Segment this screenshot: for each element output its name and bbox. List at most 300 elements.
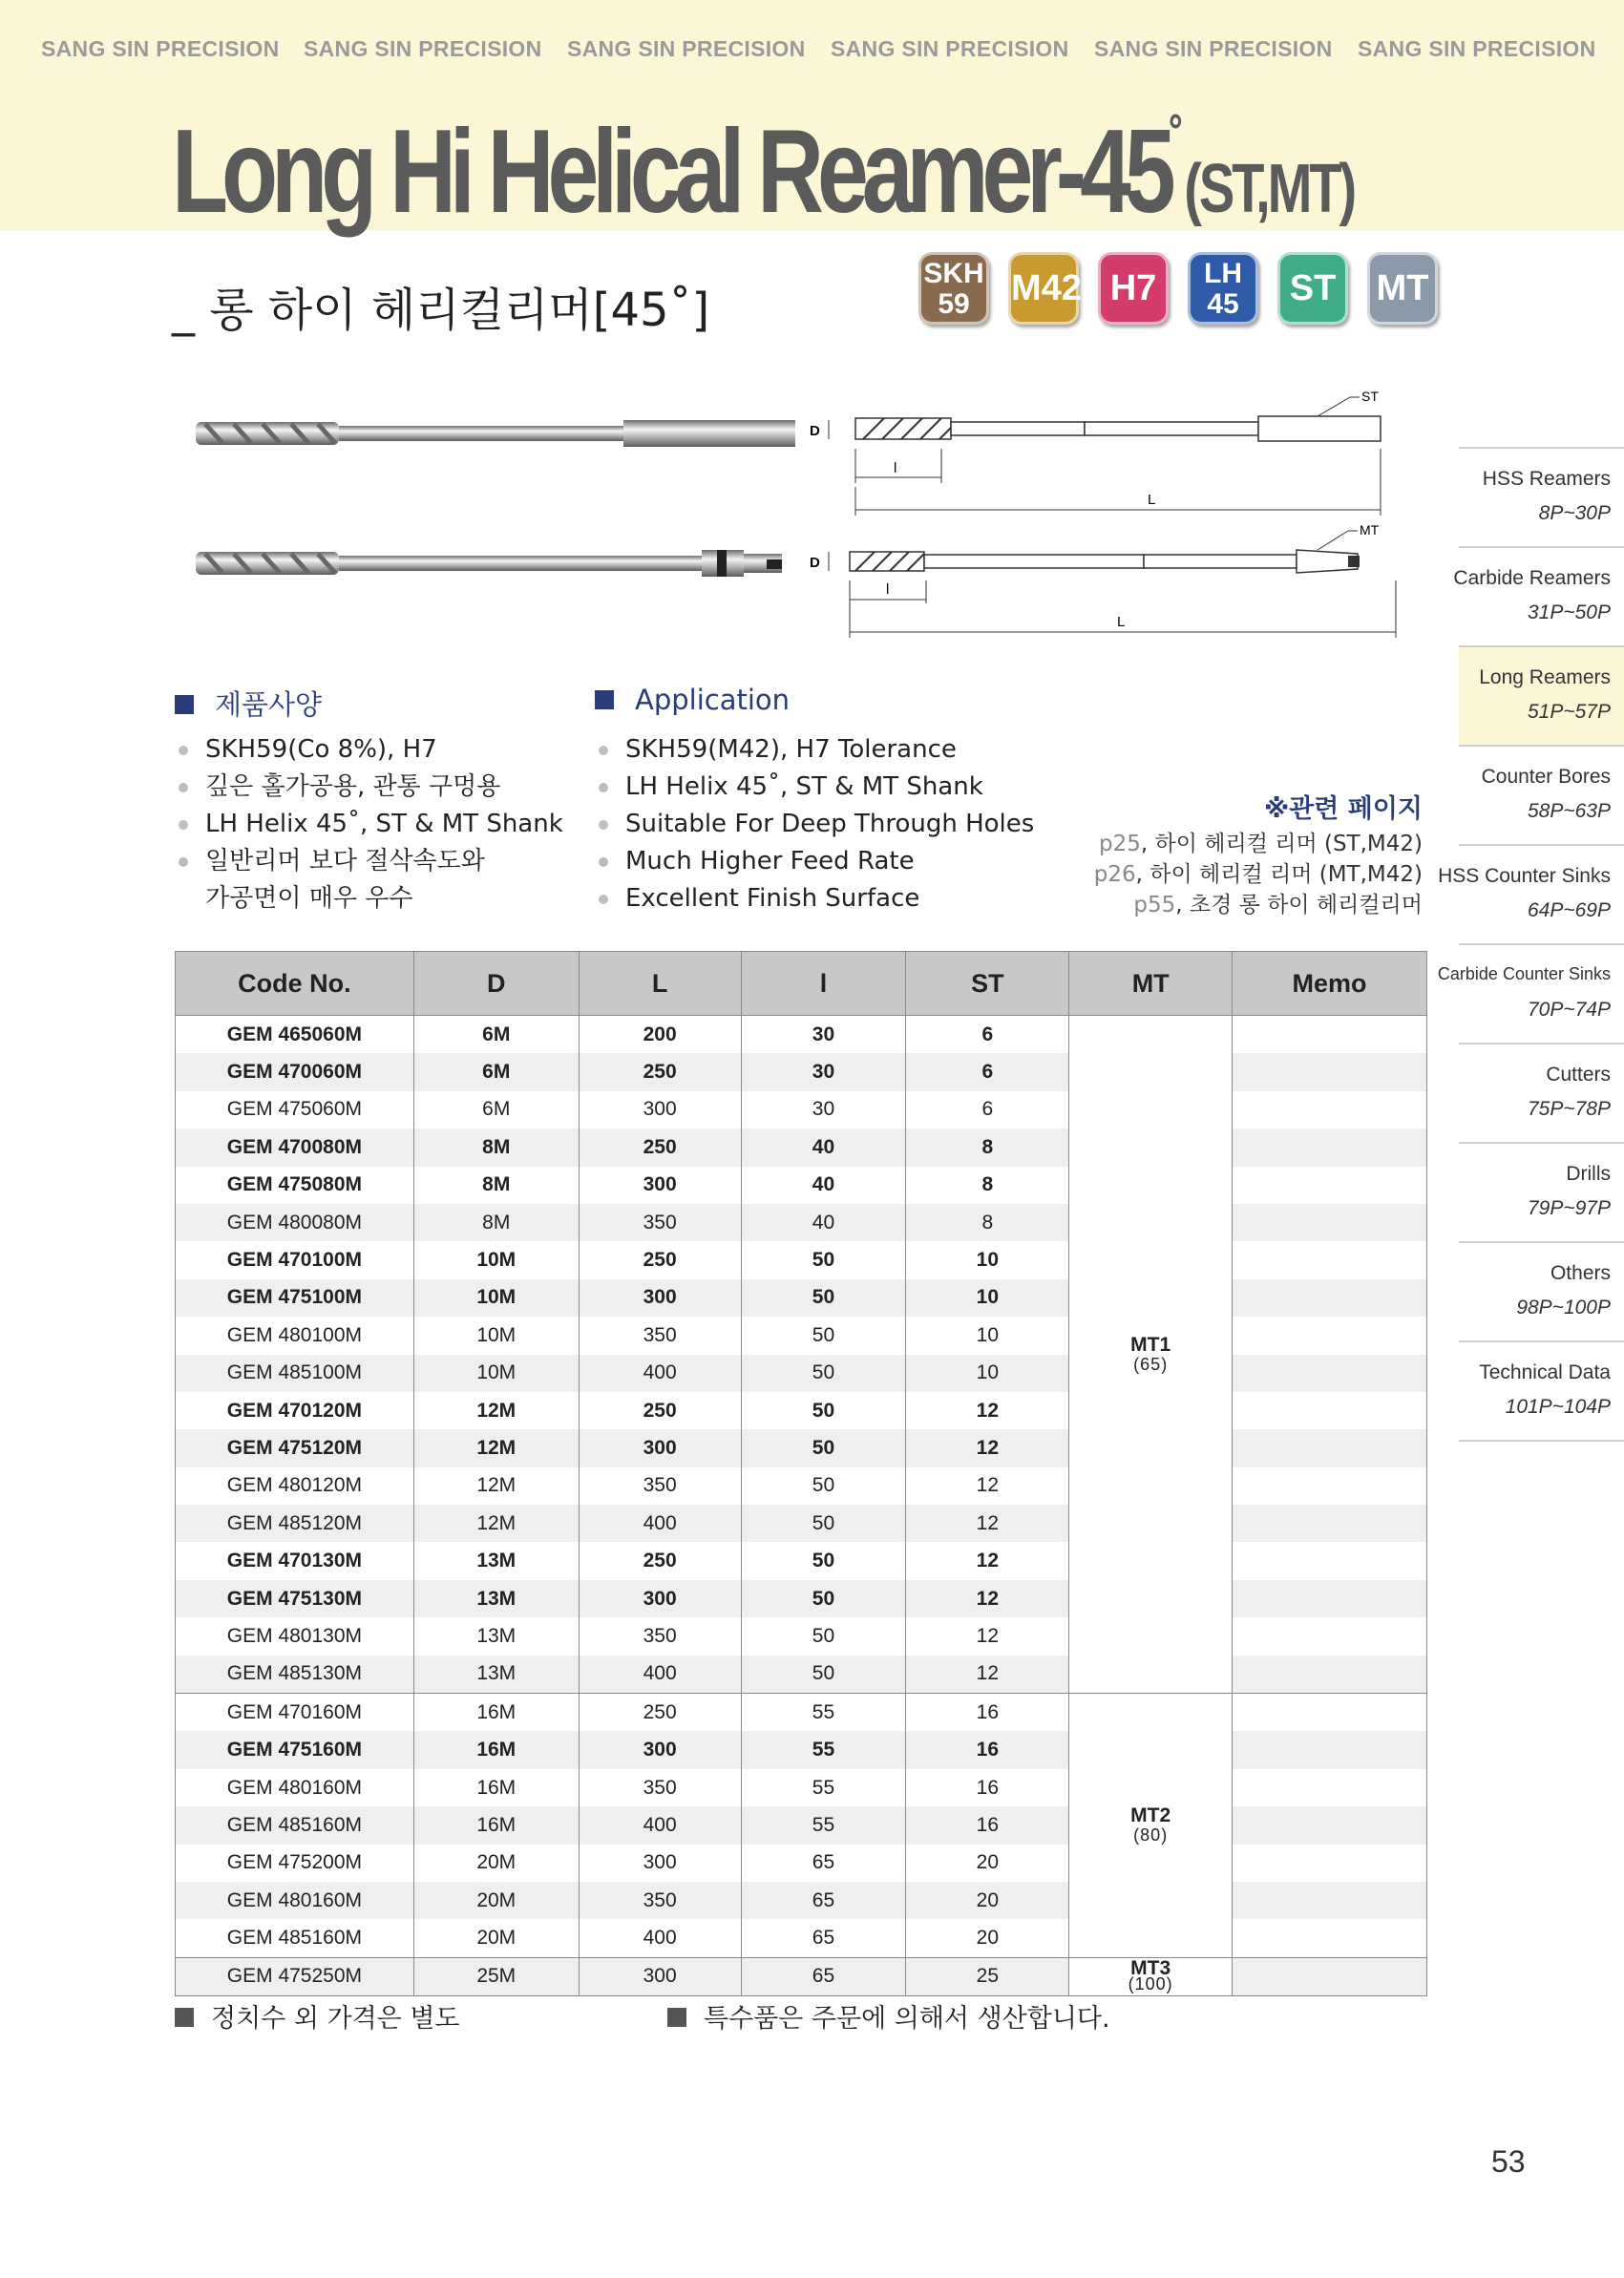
cell-memo — [1233, 1542, 1427, 1579]
cell-code: GEM 470100M — [176, 1241, 414, 1278]
nav-pages: 75P~78P — [1528, 1098, 1611, 1120]
cell-L: 400 — [579, 1806, 741, 1844]
title-degree: ˚ — [1169, 109, 1185, 173]
nav-item-counter-bores[interactable] — [1459, 745, 1624, 844]
table-row — [176, 1505, 1427, 1542]
cell-memo — [1233, 1317, 1427, 1354]
cell-l: 65 — [741, 1882, 906, 1919]
cell-st: 12 — [906, 1617, 1069, 1655]
square-bullet-icon — [667, 2008, 686, 2027]
list-item: Suitable For Deep Through Holes — [595, 806, 1034, 843]
cell-L: 350 — [579, 1769, 741, 1806]
cell-L: 350 — [579, 1467, 741, 1505]
cell-L: 250 — [579, 1694, 741, 1732]
cell-d: 25M — [413, 1957, 579, 1995]
cell-st: 6 — [906, 1053, 1069, 1090]
nav-item-drills[interactable] — [1459, 1142, 1624, 1241]
badge-line: MT — [1376, 268, 1429, 308]
cell-d: 10M — [413, 1279, 579, 1317]
nav-item-technical-data[interactable] — [1459, 1340, 1624, 1440]
mt-label: MT1 — [1130, 1333, 1171, 1356]
nav-label: HSS Counter Sinks — [1438, 865, 1611, 887]
cell-d: 8M — [413, 1167, 579, 1204]
cell-memo — [1233, 1204, 1427, 1241]
korean-subtitle: _ 롱 하이 헤리컬리머[45˚] — [172, 284, 710, 337]
cell-code: GEM 470060M — [176, 1053, 414, 1090]
nav-item-hss-reamers[interactable] — [1459, 447, 1624, 546]
header-d: D — [413, 952, 579, 1016]
cell-l: 50 — [741, 1392, 906, 1429]
table-row — [176, 1845, 1427, 1882]
nav-label: HSS Reamers — [1482, 468, 1611, 490]
cell-memo — [1233, 1957, 1427, 1995]
cell-st: 12 — [906, 1429, 1069, 1466]
brand-text: SANG SIN PRECISION — [1358, 36, 1596, 61]
header-memo: Memo — [1233, 952, 1427, 1016]
square-bullet-icon — [175, 695, 194, 714]
related-line — [1094, 859, 1423, 890]
cell-L: 250 — [579, 1128, 741, 1166]
side-navigation — [1437, 447, 1624, 1442]
cell-memo — [1233, 1467, 1427, 1505]
related-line — [1094, 890, 1423, 920]
nav-label: Cutters — [1546, 1064, 1611, 1086]
specs-heading — [175, 684, 322, 723]
nav-pages: 31P~50P — [1528, 601, 1611, 623]
cell-l: 55 — [741, 1694, 906, 1732]
cell-l: 65 — [741, 1919, 906, 1957]
nav-item-cutters[interactable] — [1459, 1043, 1624, 1142]
header-L: L — [579, 952, 741, 1016]
table-row — [176, 1467, 1427, 1505]
related-pages — [1094, 791, 1423, 920]
list-item: Excellent Finish Surface — [595, 880, 1034, 918]
cell-memo — [1233, 1845, 1427, 1882]
nav-label: Carbide Counter Sinks — [1437, 964, 1611, 983]
cell-st: 12 — [906, 1467, 1069, 1505]
list-item: SKH59(M42), H7 Tolerance — [595, 731, 1034, 769]
cell-code: GEM 475130M — [176, 1580, 414, 1617]
badge-line: 59 — [938, 288, 970, 320]
badge-mt — [1367, 252, 1438, 325]
cell-L: 300 — [579, 1957, 741, 1995]
price-note — [175, 1997, 460, 2035]
cell-l: 55 — [741, 1731, 906, 1768]
table-row — [176, 1167, 1427, 1204]
related-text: , 초경 롱 하이 헤리컬리머 — [1175, 893, 1423, 918]
cell-st: 8 — [906, 1128, 1069, 1166]
list-item: LH Helix 45˚, ST & MT Shank — [595, 769, 1034, 806]
list-item: 가공면이 매우 우수 — [205, 884, 413, 913]
cell-code: GEM 465060M — [176, 1016, 414, 1054]
badge-line: ST — [1289, 268, 1337, 308]
header-code: Code No. — [176, 952, 414, 1016]
cell-code: GEM 480130M — [176, 1617, 414, 1655]
dim-label-d: D — [810, 555, 820, 571]
cell-st: 12 — [906, 1542, 1069, 1579]
cell-d: 20M — [413, 1919, 579, 1957]
cell-l: 50 — [741, 1279, 906, 1317]
title-main: Long Hi Helical Reamer-45 — [172, 106, 1170, 238]
cell-l: 55 — [741, 1806, 906, 1844]
mt-label: MT3 — [1130, 1957, 1171, 1980]
reamer-mt-photo — [196, 542, 797, 586]
list-item: 일반리머 보다 절삭속도와 — [175, 843, 563, 880]
nav-pages: 70P~74P — [1528, 999, 1611, 1021]
cell-code: GEM 480080M — [176, 1204, 414, 1241]
cell-memo — [1233, 1016, 1427, 1054]
cell-d: 13M — [413, 1656, 579, 1694]
page-title — [172, 106, 1355, 238]
cell-memo — [1233, 1656, 1427, 1694]
cell-code: GEM 485160M — [176, 1806, 414, 1844]
cell-st: 20 — [906, 1882, 1069, 1919]
cell-d: 16M — [413, 1731, 579, 1768]
cell-code: GEM 485120M — [176, 1505, 414, 1542]
cell-L: 300 — [579, 1845, 741, 1882]
cell-st: 20 — [906, 1919, 1069, 1957]
cell-L: 200 — [579, 1016, 741, 1054]
cell-l: 40 — [741, 1128, 906, 1166]
brand-text: SANG SIN PRECISION — [1094, 36, 1333, 61]
cell-st: 16 — [906, 1806, 1069, 1844]
cell-l: 50 — [741, 1467, 906, 1505]
cell-code: GEM 480100M — [176, 1317, 414, 1354]
table-row — [176, 1694, 1427, 1732]
brand-text: SANG SIN PRECISION — [567, 36, 806, 61]
cell-d: 13M — [413, 1617, 579, 1655]
cell-st: 16 — [906, 1731, 1069, 1768]
note-text: 특수품은 주문에 의해서 생산합니다. — [704, 2004, 1110, 2034]
cell-L: 300 — [579, 1580, 741, 1617]
cell-l: 50 — [741, 1617, 906, 1655]
cell-l: 30 — [741, 1016, 906, 1054]
nav-label: Long Reamers — [1479, 666, 1611, 688]
cell-code: GEM 480160M — [176, 1882, 414, 1919]
brand-text: SANG SIN PRECISION — [304, 36, 542, 61]
cell-st: 25 — [906, 1957, 1069, 1995]
dim-label-L: L — [1148, 492, 1156, 508]
title-suffix: (ST,MT) — [1184, 151, 1355, 227]
cell-d: 16M — [413, 1806, 579, 1844]
specs-list — [175, 731, 563, 918]
cell-st: 10 — [906, 1355, 1069, 1392]
cell-L: 350 — [579, 1204, 741, 1241]
table-row — [176, 1957, 1427, 1995]
nav-label: Others — [1550, 1262, 1611, 1284]
cell-d: 10M — [413, 1355, 579, 1392]
mt-taper-size: (100) — [1128, 1974, 1173, 1994]
cell-l: 30 — [741, 1091, 906, 1128]
related-page-num: p55 — [1133, 893, 1176, 918]
related-page-num: p26 — [1093, 862, 1136, 887]
cell-memo — [1233, 1167, 1427, 1204]
square-bullet-icon — [595, 690, 614, 709]
cell-l: 50 — [741, 1542, 906, 1579]
cell-L: 250 — [579, 1392, 741, 1429]
nav-pages: 101P~104P — [1505, 1396, 1611, 1418]
cell-d: 8M — [413, 1128, 579, 1166]
cell-L: 250 — [579, 1241, 741, 1278]
cell-code: GEM 475100M — [176, 1279, 414, 1317]
related-text: , 하이 헤리컬 리머 (MT,M42) — [1135, 862, 1423, 887]
table-row — [176, 1617, 1427, 1655]
table-row — [176, 1053, 1427, 1090]
cell-L: 350 — [579, 1317, 741, 1354]
list-item: Much Higher Feed Rate — [595, 843, 1034, 880]
cell-code: GEM 485100M — [176, 1355, 414, 1392]
cell-memo — [1233, 1053, 1427, 1090]
table-row — [176, 1128, 1427, 1166]
dim-label-l: l — [886, 581, 890, 598]
application-list — [595, 731, 1034, 918]
technical-drawing — [802, 382, 1413, 649]
badge-line: M42 — [1011, 268, 1082, 308]
badge-line: SKH — [923, 258, 984, 289]
cell-memo — [1233, 1392, 1427, 1429]
cell-d: 12M — [413, 1429, 579, 1466]
table-row — [176, 1241, 1427, 1278]
nav-label: Drills — [1566, 1163, 1611, 1185]
cell-l: 40 — [741, 1167, 906, 1204]
cell-d: 16M — [413, 1694, 579, 1732]
cell-d: 6M — [413, 1091, 579, 1128]
cell-st: 12 — [906, 1505, 1069, 1542]
cell-code: GEM 470160M — [176, 1694, 414, 1732]
table-row — [176, 1542, 1427, 1579]
table-header-row — [176, 952, 1427, 1016]
cell-d: 6M — [413, 1016, 579, 1054]
mt-taper-size: (65) — [1133, 1354, 1169, 1374]
cell-code: GEM 480160M — [176, 1769, 414, 1806]
header-st: ST — [906, 952, 1069, 1016]
cell-memo — [1233, 1429, 1427, 1466]
cell-l: 50 — [741, 1355, 906, 1392]
list-item: SKH59(Co 8%), H7 — [175, 731, 563, 769]
cell-d: 12M — [413, 1467, 579, 1505]
table-row — [176, 1016, 1427, 1054]
cell-st: 12 — [906, 1580, 1069, 1617]
nav-item-long-reamers[interactable] — [1459, 645, 1624, 745]
table-row — [176, 1429, 1427, 1466]
cell-d: 20M — [413, 1882, 579, 1919]
cell-memo — [1233, 1355, 1427, 1392]
cell-d: 8M — [413, 1204, 579, 1241]
cell-l: 50 — [741, 1505, 906, 1542]
nav-item-hss-counter-sinks[interactable] — [1438, 844, 1624, 943]
cell-d: 13M — [413, 1542, 579, 1579]
list-item: LH Helix 45˚, ST & MT Shank — [175, 806, 563, 843]
square-bullet-icon — [175, 2008, 194, 2027]
cell-l: 50 — [741, 1241, 906, 1278]
badge-lh45 — [1188, 252, 1258, 325]
cell-memo — [1233, 1128, 1427, 1166]
cell-L: 300 — [579, 1279, 741, 1317]
note-text: 정치수 외 가격은 별도 — [211, 2004, 460, 2034]
table-row — [176, 1580, 1427, 1617]
cell-L: 400 — [579, 1919, 741, 1957]
table-row — [176, 1731, 1427, 1768]
table-row — [176, 1806, 1427, 1844]
cell-st: 16 — [906, 1694, 1069, 1732]
badge-m42 — [1008, 252, 1082, 325]
cell-st: 8 — [906, 1167, 1069, 1204]
cell-st: 12 — [906, 1392, 1069, 1429]
nav-pages: 79P~97P — [1528, 1197, 1611, 1219]
cell-L: 300 — [579, 1429, 741, 1466]
cell-L: 300 — [579, 1091, 741, 1128]
specs-heading-text: 제품사양 — [215, 688, 323, 721]
cell-memo — [1233, 1505, 1427, 1542]
nav-item-others[interactable] — [1459, 1241, 1624, 1340]
cell-mt — [1069, 1016, 1233, 1694]
cell-memo — [1233, 1617, 1427, 1655]
list-item: 깊은 홀가공용, 관통 구멍용 — [175, 769, 563, 806]
nav-pages: 64P~69P — [1528, 899, 1611, 921]
cell-st: 20 — [906, 1845, 1069, 1882]
cell-L: 250 — [579, 1053, 741, 1090]
cell-l: 55 — [741, 1769, 906, 1806]
cell-code: GEM 470120M — [176, 1392, 414, 1429]
cell-l: 50 — [741, 1429, 906, 1466]
cell-L: 300 — [579, 1731, 741, 1768]
application-heading — [595, 684, 790, 716]
cell-memo — [1233, 1580, 1427, 1617]
cell-mt — [1069, 1694, 1233, 1958]
cell-memo — [1233, 1694, 1427, 1732]
cell-memo — [1233, 1882, 1427, 1919]
cell-code: GEM 485160M — [176, 1919, 414, 1957]
cell-code: GEM 480120M — [176, 1467, 414, 1505]
cell-code: GEM 475250M — [176, 1957, 414, 1995]
cell-code: GEM 475080M — [176, 1167, 414, 1204]
reamer-st-photo — [196, 411, 797, 458]
dim-label-d: D — [810, 423, 820, 439]
cell-code: GEM 485130M — [176, 1656, 414, 1694]
cell-code: GEM 475160M — [176, 1731, 414, 1768]
cell-d: 13M — [413, 1580, 579, 1617]
nav-divider — [1459, 1440, 1624, 1442]
cell-code: GEM 470080M — [176, 1128, 414, 1166]
table-row — [176, 1882, 1427, 1919]
table-row — [176, 1919, 1427, 1957]
table-row — [176, 1091, 1427, 1128]
cell-d: 10M — [413, 1317, 579, 1354]
mt-taper-size: (80) — [1133, 1825, 1169, 1845]
cell-st: 6 — [906, 1091, 1069, 1128]
dim-label-L: L — [1117, 614, 1126, 630]
cell-st: 8 — [906, 1204, 1069, 1241]
cell-l: 50 — [741, 1656, 906, 1694]
cell-l: 50 — [741, 1317, 906, 1354]
nav-label: Counter Bores — [1481, 766, 1611, 788]
dim-label-mt: MT — [1360, 522, 1380, 538]
cell-l: 50 — [741, 1580, 906, 1617]
nav-label: Technical Data — [1479, 1361, 1611, 1383]
spec-table — [175, 951, 1427, 1996]
cell-d: 12M — [413, 1505, 579, 1542]
cell-l: 30 — [741, 1053, 906, 1090]
cell-d: 6M — [413, 1053, 579, 1090]
cell-st: 12 — [906, 1656, 1069, 1694]
table-row — [176, 1769, 1427, 1806]
table-row — [176, 1355, 1427, 1392]
cell-L: 400 — [579, 1505, 741, 1542]
application-heading-text: Application — [635, 684, 791, 716]
brand-row — [0, 36, 1624, 69]
table-row — [176, 1317, 1427, 1354]
cell-code: GEM 475200M — [176, 1845, 414, 1882]
nav-item-carbide-reamers[interactable] — [1453, 546, 1624, 645]
dim-label-st: ST — [1361, 389, 1379, 404]
cell-d: 20M — [413, 1845, 579, 1882]
cell-st: 10 — [906, 1317, 1069, 1354]
cell-l: 65 — [741, 1957, 906, 1995]
table-row — [176, 1656, 1427, 1694]
badge-line: H7 — [1109, 268, 1157, 308]
table-row — [176, 1392, 1427, 1429]
badge-line: 45 — [1207, 288, 1239, 320]
cell-memo — [1233, 1279, 1427, 1317]
badge-st — [1277, 252, 1348, 325]
cell-d: 16M — [413, 1769, 579, 1806]
cell-st: 10 — [906, 1279, 1069, 1317]
cell-l: 40 — [741, 1204, 906, 1241]
cell-code: GEM 475060M — [176, 1091, 414, 1128]
nav-pages: 51P~57P — [1528, 701, 1611, 723]
related-heading: ※관련 페이지 — [1263, 794, 1423, 824]
cell-L: 400 — [579, 1355, 741, 1392]
table-row — [176, 1204, 1427, 1241]
related-text: , 하이 헤리컬 리머 (ST,M42) — [1140, 832, 1423, 856]
cell-st: 6 — [906, 1016, 1069, 1054]
nav-pages: 98P~100P — [1516, 1297, 1611, 1318]
cell-L: 350 — [579, 1882, 741, 1919]
cell-L: 250 — [579, 1542, 741, 1579]
badge-line: LH — [1204, 258, 1242, 289]
cell-code: GEM 475120M — [176, 1429, 414, 1466]
badge-skh59 — [918, 252, 989, 325]
nav-pages: 8P~30P — [1538, 502, 1611, 524]
cell-L: 400 — [579, 1656, 741, 1694]
cell-st: 10 — [906, 1241, 1069, 1278]
cell-mt — [1069, 1957, 1233, 1995]
cell-d: 12M — [413, 1392, 579, 1429]
cell-memo — [1233, 1731, 1427, 1768]
cell-memo — [1233, 1091, 1427, 1128]
cell-memo — [1233, 1769, 1427, 1806]
cell-memo — [1233, 1241, 1427, 1278]
cell-st: 16 — [906, 1769, 1069, 1806]
table-row — [176, 1279, 1427, 1317]
related-page-num: p25 — [1099, 832, 1141, 856]
badge-h7 — [1098, 252, 1169, 325]
cell-memo — [1233, 1919, 1427, 1957]
brand-text: SANG SIN PRECISION — [831, 36, 1069, 61]
mt-label: MT2 — [1130, 1803, 1171, 1826]
cell-memo — [1233, 1806, 1427, 1844]
cell-code: GEM 470130M — [176, 1542, 414, 1579]
related-line — [1094, 829, 1423, 859]
page-number: 53 — [1491, 2144, 1526, 2179]
special-order-note — [667, 1997, 1110, 2035]
header-l: l — [741, 952, 906, 1016]
cell-l: 65 — [741, 1845, 906, 1882]
cell-L: 350 — [579, 1617, 741, 1655]
cell-L: 300 — [579, 1167, 741, 1204]
nav-pages: 58P~63P — [1528, 800, 1611, 822]
nav-item-carbide-counter-sinks[interactable] — [1437, 943, 1624, 1043]
